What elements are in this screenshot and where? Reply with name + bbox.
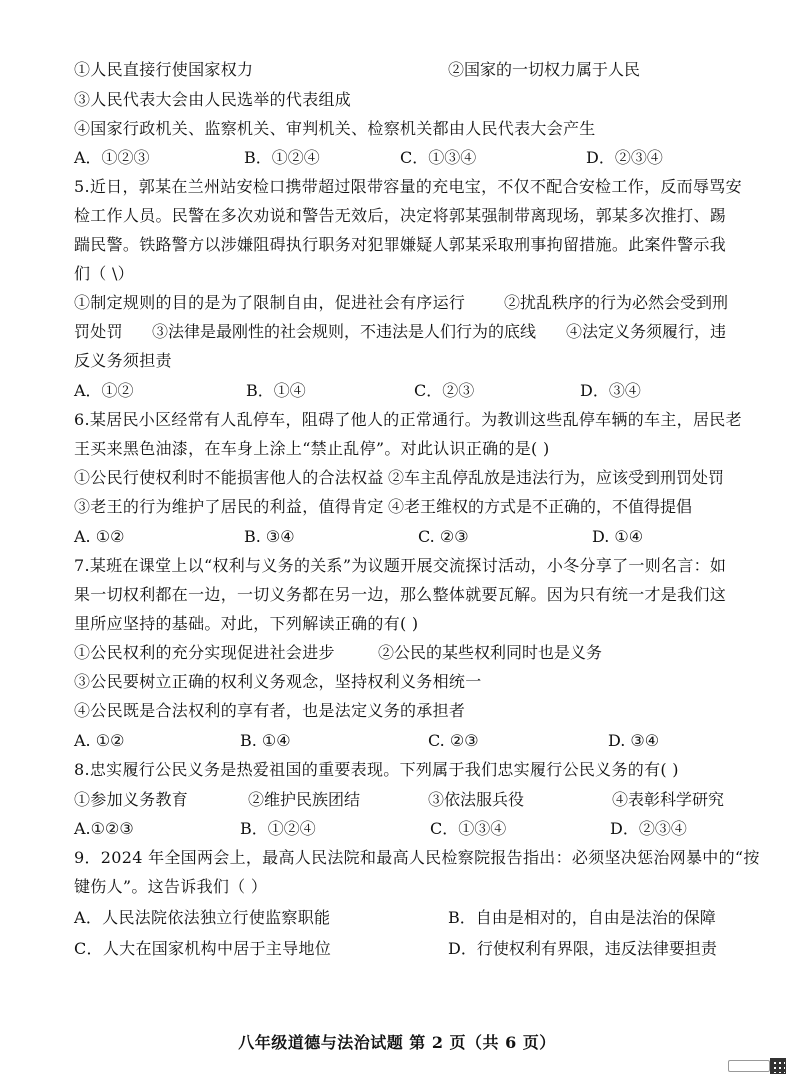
q7-choice-d: D. ③④ (608, 731, 660, 750)
q6-choice-b: B. ③④ (244, 527, 295, 546)
q8-option-4: ④表彰科学研究 (612, 790, 725, 809)
choice-b: B．①②④ (244, 148, 320, 167)
q5-stem-line-3: 踹民警。铁路警方以涉嫌阻碍执行职务对犯罪嫌疑人郭某采取刑事拘留措施。此案件警示我 (74, 235, 727, 254)
q5-choice-a: A．①② (74, 381, 134, 400)
q6-choice-c: C. ②③ (418, 527, 469, 546)
q8-choice-d: D．②③④ (610, 819, 687, 838)
q5-option-1: ①制定规则的目的是为了限制自由，促进社会有序运行 (74, 293, 466, 312)
q9-stem-line-1: 9．2024 年全国两会上，最高人民法院和最高人民检察院报告指出：必须坚决惩治网暴中的“按 (74, 848, 760, 867)
q8-option-2: ②维护民族团结 (248, 790, 361, 809)
watermark-logo (728, 1060, 770, 1072)
q8-choice-a: A.①②③ (74, 819, 134, 838)
q9-choice-b: B．自由是相对的，自由是法治的保障 (448, 908, 716, 927)
q8-choice-b: B．①②④ (240, 819, 316, 838)
q6-option-2: ②车主乱停乱放是违法行为，应该受到刑罚处罚 (388, 468, 725, 487)
q5-option-2-cont: 罚处罚 (74, 322, 123, 341)
page-footer: 八年级道德与法治试题 第 2 页（共 6 页） (238, 1033, 556, 1052)
q6-option-1: ①公民行使权利时不能损害他人的合法权益 (74, 468, 384, 487)
q5-option-3: ③法律是最刚性的社会规则，不违法是人们行为的底线 (152, 322, 537, 341)
q8-option-1: ①参加义务教育 (74, 790, 189, 809)
q5-stem-line-4: 们（ \） (74, 264, 134, 283)
q5-stem-line-1: 5.近日，郭某在兰州站安检口携带超过限带容量的充电宝，不仅不配合安检工作，反而辱骂安 (74, 177, 742, 196)
q7-option-2: ②公民的某些权利同时也是义务 (378, 643, 603, 662)
q9-choice-a: A．人民法院依法独立行使监察职能 (74, 908, 331, 927)
q7-option-4: ④公民既是合法权利的享有者，也是法定义务的承担者 (74, 701, 466, 720)
option-1: ①人民直接行使国家权力 (74, 60, 254, 79)
q7-choice-a: A. ①② (74, 731, 125, 750)
q9-choice-c: C．人大在国家机构中居于主导地位 (74, 939, 332, 958)
q5-option-2: ②扰乱秩序的行为必然会受到刑 (504, 293, 729, 312)
q5-choice-d: D．③④ (580, 381, 641, 400)
q6-stem-line-2: 王买来黑色油漆，在车身上涂上“禁止乱停”。对此认识正确的是( ) (74, 439, 550, 458)
q7-stem-line-2: 果一切权利都在一边，一切义务都在另一边，那么整体就要瓦解。因为只有统一才是我们这 (74, 585, 727, 604)
q6-choice-a: A. ①② (74, 527, 125, 546)
q7-choice-c: C. ②③ (428, 731, 479, 750)
q7-option-1: ①公民权利的充分实现促进社会进步 (74, 643, 335, 662)
q5-choice-b: B．①④ (246, 381, 306, 400)
option-3: ③人民代表大会由人民选举的代表组成 (74, 90, 352, 109)
q9-stem-line-2: 键伤人”。这告诉我们（ ） (74, 877, 268, 896)
q8-option-3: ③依法服兵役 (428, 790, 525, 809)
q5-option-4-cont: 反义务须担责 (74, 351, 172, 370)
q8-stem-line-1: 8.忠实履行公民义务是热爱祖国的重要表现。下列属于我们忠实履行公民义务的有( ) (74, 760, 679, 779)
q7-stem-line-3: 里所应坚持的基础。对此，下列解读正确的有( ) (74, 614, 419, 633)
q6-stem-line-1: 6.某居民小区经常有人乱停车，阻碍了他人的正常通行。为教训这些乱停车辆的车主，居民老 (74, 410, 742, 429)
q7-choice-b: B. ①④ (240, 731, 291, 750)
option-4: ④国家行政机关、监察机关、审判机关、检察机关都由人民代表大会产生 (74, 119, 596, 138)
choice-a: A．①②③ (74, 148, 150, 167)
q8-choice-c: C．①③④ (430, 819, 507, 838)
option-2: ②国家的一切权力属于人民 (448, 60, 641, 79)
choice-d: D．②③④ (586, 148, 663, 167)
q7-stem-line-1: 7.某班在课堂上以“权利与义务的关系”为议题开展交流探讨活动，小冬分享了一则名言：如 (74, 556, 727, 575)
choice-c: C．①③④ (400, 148, 477, 167)
q5-option-4: ④法定义务须履行，违 (566, 322, 727, 341)
qr-code-icon (770, 1058, 786, 1074)
q6-choice-d: D. ①④ (592, 527, 644, 546)
q6-option-4: ④老王维权的方式是不正确的，不值得提倡 (388, 497, 693, 516)
q5-choice-c: C．②③ (414, 381, 475, 400)
q7-option-3: ③公民要树立正确的权利义务观念，坚持权利义务相统一 (74, 672, 482, 691)
q9-choice-d: D．行使权利有界限，违反法律要担责 (448, 939, 717, 958)
q5-stem-line-2: 检工作人员。民警在多次劝说和警告无效后，决定将郭某强制带离现场，郭某多次推打、踢 (74, 206, 727, 225)
q6-option-3: ③老王的行为维护了居民的利益，值得肯定 (74, 497, 384, 516)
